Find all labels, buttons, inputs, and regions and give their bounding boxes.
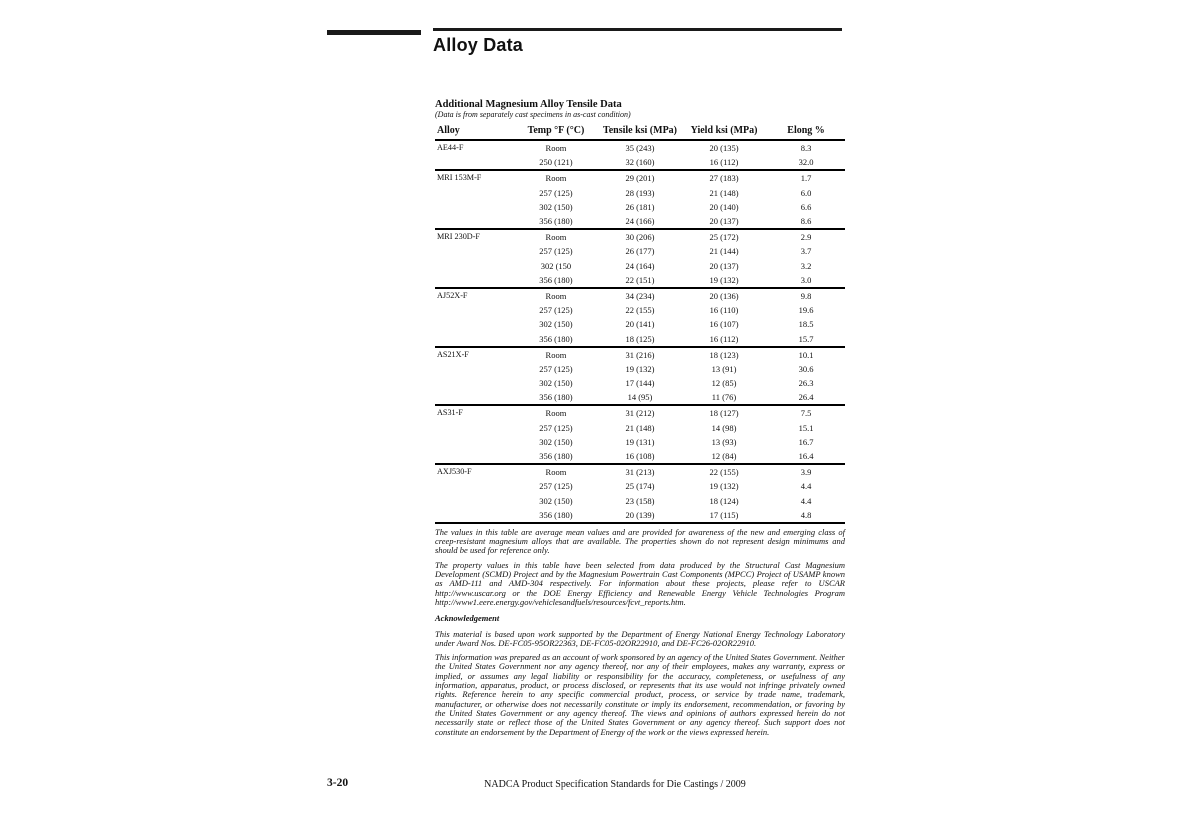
header-rule xyxy=(433,28,842,31)
data-cell: 356 (180) xyxy=(513,449,599,464)
data-cell: Room xyxy=(545,290,567,301)
table-subtitle: (Data is from separately cast specimens in as-cast condition) xyxy=(435,110,631,119)
data-cell: 14 (98) xyxy=(711,422,737,433)
data-cell: 8.6 xyxy=(767,214,845,229)
alloy-cell xyxy=(435,390,513,405)
column-header: Alloy xyxy=(435,124,513,140)
data-cell: 17 (144) xyxy=(625,378,655,389)
alloy-cell xyxy=(435,449,513,464)
table-row xyxy=(435,376,845,390)
data-cell: 16.7 xyxy=(798,436,814,447)
data-cell: 31 (212) xyxy=(625,408,655,419)
alloy-cell xyxy=(435,508,513,523)
table-row xyxy=(435,244,845,258)
table-row xyxy=(435,317,845,331)
data-cell: 17 (115) xyxy=(681,508,767,523)
data-cell: 27 (183) xyxy=(709,173,739,184)
alloy-cell xyxy=(435,317,513,331)
alloy-cell xyxy=(435,303,513,317)
alloy-cell xyxy=(435,244,513,258)
alloy-cell xyxy=(435,479,513,493)
note-paragraph: This material is based upon work supported by the Department of Energy National Energy Technology Laboratory under Award Nos. DE-FC05-95OR22363, DE-FC05-02OR22910, and DE-FC26-02OR22910. xyxy=(435,628,845,648)
data-cell: 4.8 xyxy=(767,508,845,523)
alloy-cell: AXJ530-F xyxy=(437,467,472,477)
table-row xyxy=(435,259,845,273)
data-cell: 6.6 xyxy=(800,201,812,212)
table-row xyxy=(435,479,845,493)
alloy-cell xyxy=(435,362,513,376)
data-cell: 22 (151) xyxy=(599,273,681,288)
data-cell: Room xyxy=(545,173,567,184)
data-cell: 4.4 xyxy=(800,481,812,492)
data-cell: 19 (132) xyxy=(709,481,739,492)
data-cell: 15.7 xyxy=(767,331,845,346)
page-number: 3-20 xyxy=(327,777,349,789)
data-cell: 21 (148) xyxy=(709,187,739,198)
data-cell: 257 (125) xyxy=(539,246,573,257)
data-cell: 257 (125) xyxy=(539,481,573,492)
table-row xyxy=(435,421,845,435)
alloy-cell xyxy=(435,331,513,346)
column-header: Temp °F (°C) xyxy=(513,124,599,140)
alloy-cell: MRI 153M-F xyxy=(437,173,482,183)
data-cell: Room xyxy=(545,143,567,154)
data-cell: 16 (112) xyxy=(681,155,767,170)
tensile-data-table xyxy=(435,124,845,524)
table-row xyxy=(435,140,845,155)
data-cell: 11 (76) xyxy=(681,390,767,405)
table-row xyxy=(435,435,845,449)
data-cell: 8.3 xyxy=(800,143,812,154)
footer-text: NADCA Product Specification Standards for Die Castings / 2009 xyxy=(484,779,746,790)
data-cell: 250 (121) xyxy=(513,155,599,170)
alloy-cell: AS31-F xyxy=(437,408,463,418)
data-cell: 2.9 xyxy=(800,232,812,243)
table-row xyxy=(435,303,845,317)
table-row xyxy=(435,214,845,229)
data-cell: 16 (108) xyxy=(599,449,681,464)
table-header-row xyxy=(435,124,845,140)
data-cell: 18.5 xyxy=(798,319,814,330)
data-cell: 257 (125) xyxy=(539,187,573,198)
table-row xyxy=(435,186,845,200)
data-cell: Room xyxy=(545,408,567,419)
data-cell: 14 (95) xyxy=(599,390,681,405)
alloy-cell xyxy=(435,421,513,435)
data-cell: 257 (125) xyxy=(539,363,573,374)
data-cell: 16 (112) xyxy=(681,331,767,346)
data-cell: 4.4 xyxy=(800,495,812,506)
data-cell: 26.4 xyxy=(767,390,845,405)
data-cell: 18 (127) xyxy=(709,408,739,419)
data-cell: 3.0 xyxy=(767,273,845,288)
data-cell: 10.1 xyxy=(798,349,814,360)
data-cell: 19 (131) xyxy=(625,436,655,447)
data-cell: 19 (132) xyxy=(625,363,655,374)
alloy-cell: AE44-F xyxy=(437,143,464,153)
table-row xyxy=(435,405,845,420)
table-row xyxy=(435,347,845,362)
table-title: Additional Magnesium Alloy Tensile Data xyxy=(435,99,622,110)
alloy-cell xyxy=(435,155,513,170)
data-cell: 12 (84) xyxy=(681,449,767,464)
data-cell: Room xyxy=(545,349,567,360)
data-cell: 302 (150 xyxy=(540,260,572,271)
data-cell: 302 (150) xyxy=(539,436,573,447)
table-row xyxy=(435,170,845,185)
alloy-cell xyxy=(435,186,513,200)
alloy-cell: AS21X-F xyxy=(437,349,469,359)
data-cell: 16 (110) xyxy=(709,305,739,316)
data-cell: 20 (140) xyxy=(709,201,739,212)
data-cell: 257 (125) xyxy=(539,422,573,433)
alloy-cell xyxy=(435,259,513,273)
data-cell: 26 (177) xyxy=(625,246,655,257)
data-cell: 3.9 xyxy=(800,467,812,478)
data-cell: 22 (155) xyxy=(709,467,739,478)
data-cell: 302 (150) xyxy=(539,201,573,212)
data-cell: 6.0 xyxy=(800,187,812,198)
data-cell: 19.6 xyxy=(798,305,814,316)
alloy-cell xyxy=(435,376,513,390)
data-cell: 24 (164) xyxy=(625,260,655,271)
alloy-cell xyxy=(435,200,513,214)
data-cell: 356 (180) xyxy=(513,273,599,288)
section-marker-bar xyxy=(327,30,421,35)
data-cell: 20 (137) xyxy=(681,214,767,229)
table-row xyxy=(435,494,845,508)
footnotes xyxy=(435,528,845,737)
data-cell: 12 (85) xyxy=(711,378,737,389)
data-cell: 26 (181) xyxy=(625,201,655,212)
table-row xyxy=(435,390,845,405)
data-cell: 16.4 xyxy=(767,449,845,464)
table-row xyxy=(435,273,845,288)
column-header: Yield ksi (MPa) xyxy=(681,124,767,140)
alloy-cell xyxy=(435,273,513,288)
data-cell: 356 (180) xyxy=(513,508,599,523)
note-paragraph: This information was prepared as an account of work sponsored by an agency of the United States Government. Neither the United States Government nor any agency thereof, nor any of their employees, makes any warranty, express or implied, or assumes any legal liability or responsibility for the accuracy, completeness, or usefulness of any information, apparatus, product, or process disclosed, or represents that its use would not infringe privately owned rights. Reference herein to any specific commercial product, process, or service by trade name, trademark, manufacturer, or otherwise does not necessarily constitute or imply its endorsement, recommendation, or favoring by the United States Government or any agency thereof. The views and opinions of authors expressed herein do not necessarily state or reflect those of the United States Government or any agency thereof. Such support does not constitute an endorsement by the Department of Energy of the work or the views expressed herein. xyxy=(435,652,845,737)
data-cell: 24 (166) xyxy=(599,214,681,229)
table-row xyxy=(435,508,845,523)
column-header: Tensile ksi (MPa) xyxy=(599,124,681,140)
data-cell: 26.3 xyxy=(798,378,814,389)
data-cell: 31 (213) xyxy=(625,467,655,478)
data-cell: 13 (93) xyxy=(711,436,737,447)
data-cell: 21 (144) xyxy=(709,246,739,257)
note-paragraph: The property values in this table have been selected from data produced by the Structural Cast Magnesium Development (SCMD) Project and by the Magnesium Powertrain Cast Components (MPCC) Project of USAMP known as AMD-111 and AMD-304 respectively. For information about these projects, please refer to USCAR http://www.uscar.org or the DOE Energy Efficiency and Renewable Energy Vehicle Technologies Program http://www1.eere.energy.gov/vehiclesandfuels/resources/fcvt_reports.htm. xyxy=(435,559,845,607)
data-cell: 15.1 xyxy=(798,422,814,433)
table-row xyxy=(435,155,845,170)
table-row xyxy=(435,200,845,214)
data-cell: 356 (180) xyxy=(513,390,599,405)
table-row xyxy=(435,362,845,376)
data-cell: 3.2 xyxy=(800,260,812,271)
data-cell: 32 (160) xyxy=(599,155,681,170)
data-cell: 25 (174) xyxy=(625,481,655,492)
note-paragraph: The values in this table are average mean values and are provided for awareness of the new and emerging class of creep-resistant magnesium alloys that are available. The properties shown do not represent design minimums and should be used for reference only. xyxy=(435,526,845,556)
data-cell: Room xyxy=(545,232,567,243)
data-cell: 22 (155) xyxy=(625,305,655,316)
data-cell: 35 (243) xyxy=(625,143,655,154)
data-cell: 16 (107) xyxy=(709,319,739,330)
data-cell: 3.7 xyxy=(800,246,812,257)
content-column xyxy=(435,99,845,742)
data-cell: 32.0 xyxy=(767,155,845,170)
data-cell: 18 (125) xyxy=(599,331,681,346)
alloy-cell: AJ52X-F xyxy=(437,290,468,300)
data-cell: 31 (216) xyxy=(625,349,655,360)
data-cell: 257 (125) xyxy=(539,305,573,316)
column-header: Elong % xyxy=(767,124,845,140)
data-cell: 18 (124) xyxy=(709,495,739,506)
table-row xyxy=(435,229,845,244)
data-cell: 7.5 xyxy=(800,408,812,419)
alloy-cell xyxy=(435,494,513,508)
data-cell: 29 (201) xyxy=(625,173,655,184)
data-cell: 21 (148) xyxy=(625,422,655,433)
alloy-cell: MRI 230D-F xyxy=(437,232,480,242)
data-cell: 302 (150) xyxy=(539,319,573,330)
page-title: Alloy Data xyxy=(433,35,524,55)
data-cell: 25 (172) xyxy=(709,232,739,243)
data-cell: 23 (158) xyxy=(625,495,655,506)
data-cell: 13 (91) xyxy=(711,363,737,374)
data-cell: 19 (132) xyxy=(681,273,767,288)
data-cell: 20 (135) xyxy=(709,143,739,154)
data-cell: 20 (137) xyxy=(709,260,739,271)
data-cell: 18 (123) xyxy=(709,349,739,360)
data-cell: 1.7 xyxy=(800,173,812,184)
data-cell: Room xyxy=(545,467,567,478)
data-cell: 302 (150) xyxy=(539,495,573,506)
data-cell: 20 (136) xyxy=(709,290,739,301)
data-cell: 356 (180) xyxy=(513,214,599,229)
table-row xyxy=(435,449,845,464)
table-row xyxy=(435,331,845,346)
data-cell: 30.6 xyxy=(798,363,814,374)
table-row xyxy=(435,464,845,479)
table-row xyxy=(435,288,845,303)
data-cell: 30 (206) xyxy=(625,232,655,243)
data-cell: 20 (141) xyxy=(625,319,655,330)
alloy-cell xyxy=(435,214,513,229)
data-cell: 356 (180) xyxy=(513,331,599,346)
data-cell: 34 (234) xyxy=(625,290,655,301)
acknowledgement-heading: Acknowledgement xyxy=(435,613,500,624)
data-cell: 20 (139) xyxy=(599,508,681,523)
alloy-cell xyxy=(435,435,513,449)
data-cell: 302 (150) xyxy=(539,378,573,389)
data-cell: 28 (193) xyxy=(625,187,655,198)
data-cell: 9.8 xyxy=(800,290,812,301)
